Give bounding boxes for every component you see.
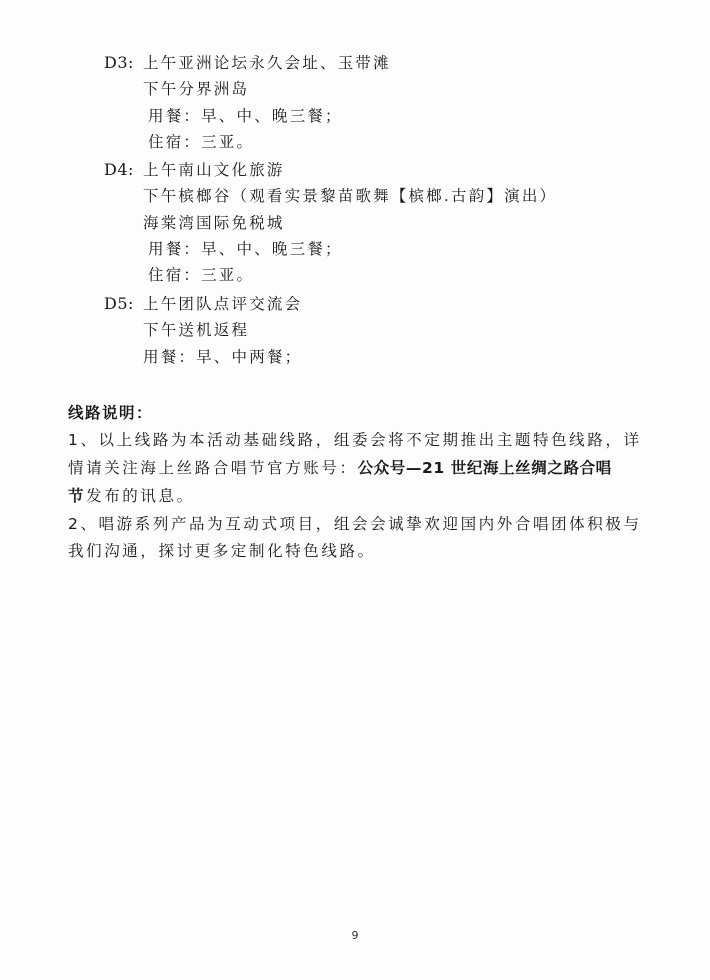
d3-morning: 上午亚洲论坛永久会址、玉带滩: [143, 54, 391, 72]
d3-meals: 用餐：早、中、晚三餐；: [148, 107, 343, 125]
d4-lodging: 住宿：三亚。: [148, 266, 255, 284]
d4-morning: 上午南山文化旅游: [143, 161, 285, 179]
note-1-line-3: [68, 486, 195, 506]
d4-meals: 用餐：早、中、晚三餐；: [148, 240, 343, 258]
note-2-line-1: 2、唱游系列产品为互动式项目，组会会诚挚欢迎国内外合唱团体积极与: [68, 515, 642, 533]
day-label-d5: D5:: [104, 294, 134, 313]
note-1-wechat-account-end: 节: [68, 487, 87, 505]
note-1-line-3-text: 发布的讯息。: [86, 487, 195, 505]
d5-morning: 上午团队点评交流会: [143, 295, 303, 313]
route-notes-title: 线路说明：: [68, 404, 154, 422]
note-2-line-2: 我们沟通，探讨更多定制化特色线路。: [68, 542, 376, 560]
d5-meals: 用餐：早、中两餐；: [143, 348, 303, 366]
d3-afternoon: 下午分界洲岛: [143, 80, 250, 98]
day-label-d4: D4:: [104, 160, 134, 179]
day-label-d3: D3:: [104, 53, 134, 72]
d4-extra: 海棠湾国际免税城: [143, 214, 285, 232]
page-number: 9: [351, 929, 359, 942]
note-1-line-2: [68, 458, 612, 478]
note-1-wechat-account: 公众号—21 世纪海上丝绸之路合唱: [357, 459, 612, 477]
d4-afternoon: 下午槟榔谷（观看实景黎苗歌舞【槟榔.古韵】演出）: [143, 187, 558, 205]
d5-afternoon: 下午送机返程: [143, 321, 250, 339]
note-1-line-1: 1、以上线路为本活动基础线路，组委会将不定期推出主题特色线路，详: [68, 431, 642, 449]
d3-lodging: 住宿：三亚。: [148, 133, 255, 151]
note-1-line-2-text: 情请关注海上丝路合唱节官方账号：: [68, 459, 358, 477]
